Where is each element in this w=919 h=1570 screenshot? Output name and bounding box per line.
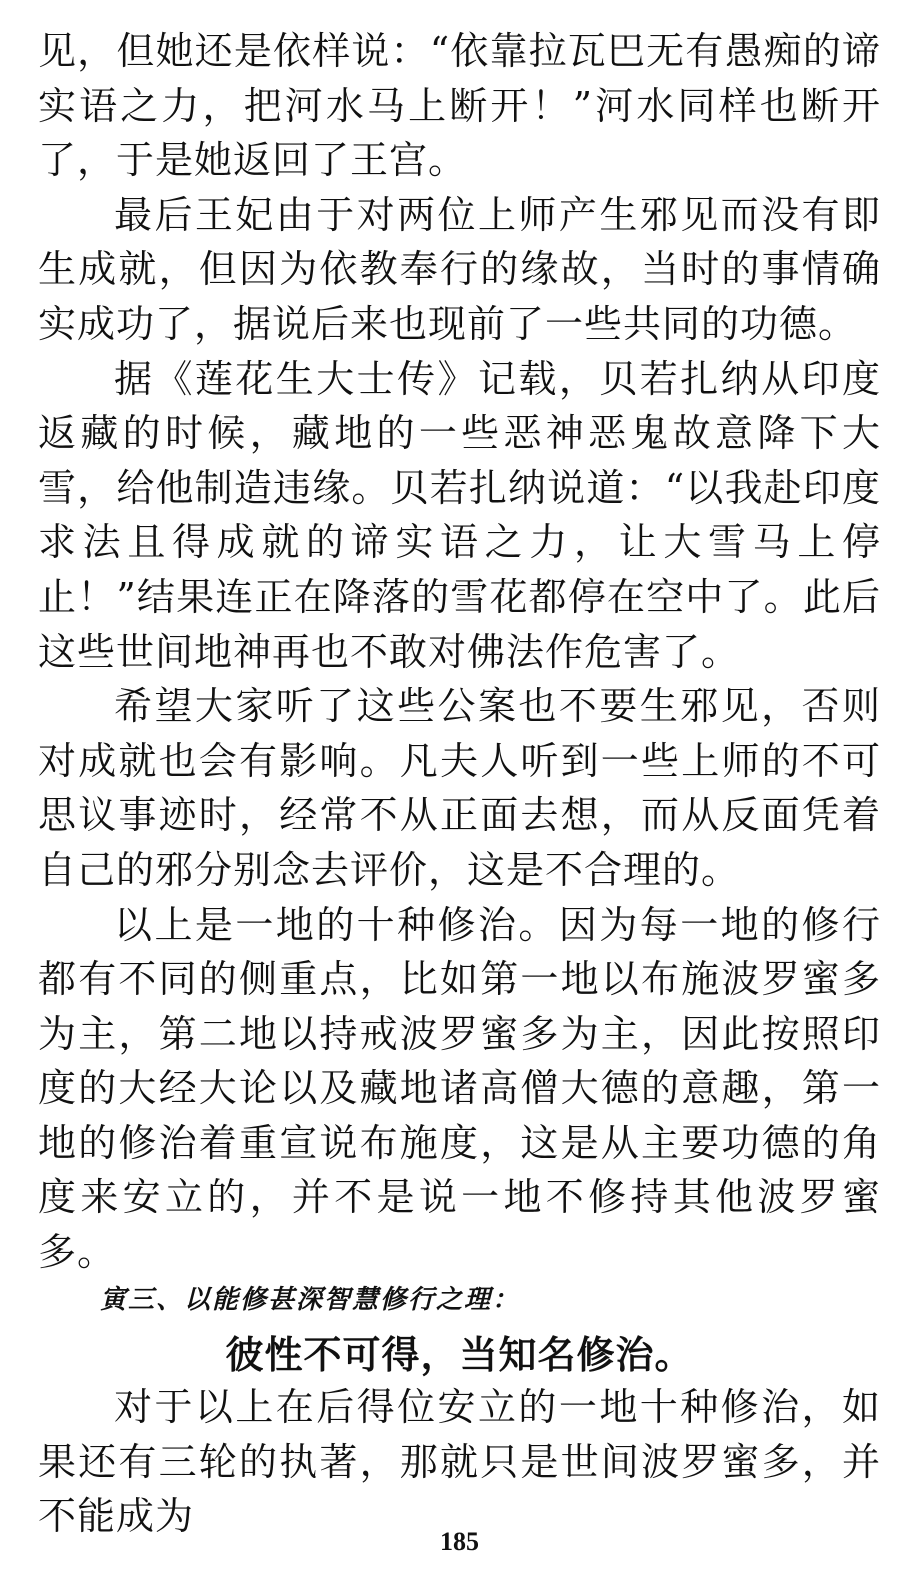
- paragraph-continuation: 见，但她还是依样说：“依靠拉瓦巴无有愚痴的谛实语之力，把河水马上断开！”河水同样也断开了，于是她返回了王宫。: [38, 29, 881, 183]
- section-heading: 寅三、以能修甚深智慧修行之理：: [100, 1285, 521, 1315]
- root-verse: 彼性不可得，当知名修治。: [225, 1333, 694, 1377]
- page-number: 185: [440, 1527, 479, 1556]
- paragraph-closing: 对于以上在后得位安立的一地十种修治，如果还有三轮的执著，那就只是世间波罗蜜多，并不能成为: [38, 1385, 881, 1539]
- paragraph-ten-purifications: 以上是一地的十种修治。因为每一地的修行都有不同的侧重点，比如第一地以布施波罗蜜多为主，第二地以持戒波罗蜜多为主，因此按照印度的大经大论以及藏地诸高僧大德的意趣，第一地的修治着重宣说布施度，这是从主要功德的角度来安立的，并不是说一地不修持其他波罗蜜多。: [38, 902, 881, 1275]
- paragraph-vairotsana-story: 据《莲花生大士传》记载，贝若扎纳从印度返藏的时候，藏地的一些恶神恶鬼故意降下大雪，给他制造违缘。贝若扎纳说道：“以我赴印度求法且得成就的谛实语之力，让大雪马上停止！”结果连正在降落的雪花都停在空中了。此后这些世间地神再也不敢对佛法作危害了。: [38, 356, 881, 674]
- body-text: [38, 24, 881, 1280]
- closing-text: [38, 1380, 881, 1544]
- paragraph-advice: 希望大家听了这些公案也不要生邪见，否则对成就也会有影响。凡夫人听到一些上师的不可思议事迹时，经常不从正面去想，而从反面凭着自己的邪分别念去评价，这是不合理的。: [38, 684, 881, 892]
- paragraph-queen-story: 最后王妃由于对两位上师产生邪见而没有即生成就，但因为依教奉行的缘故，当时的事情确实成功了，据说后来也现前了一些共同的功德。: [38, 192, 881, 346]
